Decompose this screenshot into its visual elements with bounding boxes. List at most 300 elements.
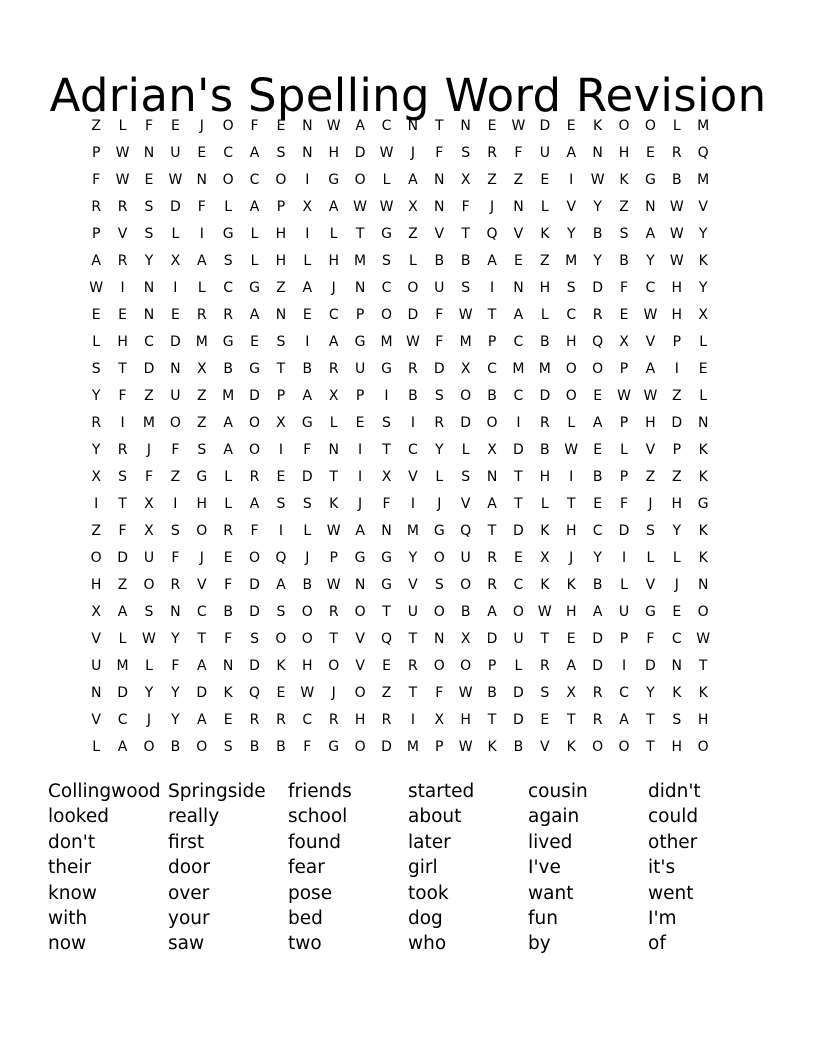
grid-letter: D — [433, 361, 445, 377]
word-column — [168, 779, 288, 957]
grid-letter: U — [539, 145, 550, 161]
grid-letter: N — [434, 631, 445, 647]
grid-letter: S — [144, 226, 154, 242]
grid-letter: N — [434, 199, 445, 215]
grid-letter: O — [433, 604, 445, 620]
grid-letter: Z — [671, 388, 682, 404]
grid-letter: O — [143, 577, 155, 593]
grid-letter: D — [249, 604, 260, 620]
grid-letter: I — [199, 226, 204, 242]
grid-letter: F — [171, 550, 180, 566]
grid-letter: W — [115, 145, 130, 161]
grid-letter: O — [697, 739, 709, 755]
grid-letter: J — [305, 550, 310, 566]
grid-letter: L — [145, 658, 153, 674]
grid-letter: W — [511, 118, 526, 134]
grid-letter: W — [379, 145, 394, 161]
grid-letter: A — [566, 658, 577, 674]
grid-row — [83, 599, 743, 626]
grid-letter: V — [460, 496, 471, 512]
grid-letter: F — [92, 172, 101, 188]
grid-letter: W — [300, 685, 315, 701]
grid-letter: A — [592, 415, 603, 431]
word-list-item: their — [48, 857, 92, 879]
grid-row — [83, 194, 743, 221]
grid-letter: T — [329, 469, 338, 485]
grid-letter: I — [305, 172, 310, 188]
grid-letter: H — [328, 253, 339, 269]
grid-letter: I — [516, 415, 521, 431]
grid-letter: W — [405, 334, 420, 350]
grid-letter: F — [435, 145, 444, 161]
grid-letter: V — [645, 334, 656, 350]
grid-letter: M — [512, 361, 525, 377]
grid-letter: L — [646, 550, 655, 566]
grid-letter: W — [617, 388, 631, 404]
grid-letter: F — [619, 280, 629, 296]
grid-letter: L — [118, 631, 127, 647]
grid-letter: B — [540, 442, 550, 458]
grid-letter: H — [697, 712, 709, 728]
grid-letter: A — [355, 118, 365, 134]
grid-letter: X — [540, 550, 550, 566]
grid-letter: R — [91, 199, 102, 215]
grid-letter: G — [433, 523, 445, 539]
grid-letter: Q — [380, 631, 392, 647]
grid-letter: F — [250, 523, 259, 539]
grid-letter: I — [621, 550, 627, 566]
grid-letter: G — [381, 577, 392, 593]
grid-letter: U — [618, 604, 630, 620]
grid-letter: L — [171, 226, 180, 242]
grid-letter: E — [197, 145, 207, 161]
grid-letter: W — [458, 739, 473, 755]
grid-letter: M — [697, 118, 710, 134]
grid-letter: D — [249, 577, 260, 593]
grid-letter: K — [566, 577, 576, 593]
grid-letter: O — [380, 307, 392, 323]
grid-letter: S — [566, 280, 576, 296]
grid-letter: H — [539, 280, 551, 296]
grid-letter: Y — [408, 550, 418, 566]
grid-letter: X — [698, 307, 708, 323]
grid-letter: Y — [171, 685, 180, 701]
grid-letter: N — [170, 361, 181, 377]
grid-letter: X — [487, 442, 497, 458]
grid-letter: E — [487, 118, 497, 134]
grid-letter: L — [540, 496, 549, 512]
grid-letter: X — [144, 523, 154, 539]
grid-letter: F — [224, 631, 233, 647]
grid-letter: W — [458, 307, 473, 323]
grid-letter: B — [223, 604, 233, 620]
grid-letter: A — [249, 145, 260, 161]
grid-letter: B — [592, 226, 603, 242]
word-list-item: fun — [528, 908, 558, 930]
grid-letter: U — [407, 604, 418, 620]
grid-letter: Y — [566, 226, 576, 242]
grid-letter: C — [671, 631, 682, 647]
grid-letter: W — [326, 577, 341, 593]
grid-letter: F — [514, 145, 523, 161]
grid-letter: E — [276, 469, 286, 485]
grid-letter: Y — [91, 388, 101, 404]
grid-letter: I — [489, 280, 495, 296]
grid-letter: J — [331, 280, 336, 296]
grid-letter: S — [276, 604, 286, 620]
grid-letter: F — [461, 199, 470, 215]
grid-letter: P — [487, 658, 497, 674]
grid-letter: R — [91, 415, 102, 431]
grid-letter: I — [674, 361, 679, 377]
word-column — [48, 779, 168, 957]
grid-letter: T — [434, 118, 444, 134]
grid-letter: Z — [91, 118, 101, 134]
grid-letter: I — [120, 280, 125, 296]
grid-letter: E — [223, 712, 233, 728]
grid-letter: O — [407, 280, 419, 296]
grid-letter: O — [460, 577, 472, 593]
grid-letter: S — [382, 415, 391, 431]
grid-letter: Z — [196, 388, 207, 404]
grid-letter: T — [566, 712, 576, 728]
grid-letter: X — [170, 253, 181, 269]
grid-letter: S — [144, 604, 154, 620]
grid-letter: A — [302, 388, 313, 404]
word-list-item: your — [168, 908, 210, 930]
word-list-item: know — [48, 882, 97, 904]
grid-letter: O — [486, 415, 498, 431]
grid-letter: U — [143, 550, 155, 566]
grid-letter: L — [435, 469, 444, 485]
grid-row — [83, 545, 743, 572]
grid-letter: E — [540, 172, 550, 188]
grid-letter: E — [514, 550, 523, 566]
grid-letter: H — [275, 226, 287, 242]
grid-letter: O — [354, 604, 366, 620]
grid-letter: I — [410, 415, 415, 431]
grid-letter: W — [458, 685, 473, 701]
grid-letter: P — [619, 469, 629, 485]
grid-letter: A — [196, 253, 207, 269]
grid-letter: K — [329, 496, 339, 512]
word-column — [288, 779, 408, 957]
grid-letter: I — [305, 226, 310, 242]
grid-letter: V — [540, 739, 550, 755]
grid-letter: A — [249, 496, 260, 512]
grid-letter: N — [407, 118, 419, 134]
grid-letter: K — [593, 118, 603, 134]
grid-letter: Z — [276, 280, 286, 296]
grid-letter: L — [224, 199, 233, 215]
grid-letter: L — [514, 658, 523, 674]
grid-letter: H — [671, 280, 683, 296]
word-list-item: want — [528, 882, 574, 904]
grid-letter: L — [672, 550, 681, 566]
grid-letter: U — [513, 631, 524, 647]
grid-letter: O — [249, 415, 261, 431]
grid-letter: F — [303, 442, 312, 458]
word-list-item: found — [288, 831, 342, 853]
grid-letter: F — [197, 199, 206, 215]
grid-letter: O — [354, 739, 366, 755]
grid-letter: I — [621, 658, 627, 674]
grid-letter: Y — [91, 442, 101, 458]
grid-letter: T — [487, 523, 497, 539]
grid-letter: J — [199, 118, 204, 134]
grid-letter: T — [276, 361, 286, 377]
grid-letter: I — [120, 415, 125, 431]
grid-row — [83, 302, 743, 329]
grid-letter: F — [144, 118, 153, 134]
grid-letter: M — [195, 334, 208, 350]
grid-letter: L — [224, 469, 233, 485]
grid-letter: E — [91, 307, 101, 323]
grid-letter: M — [459, 334, 472, 350]
grid-letter: E — [223, 550, 233, 566]
grid-letter: O — [512, 604, 524, 620]
grid-letter: T — [329, 631, 338, 647]
grid-letter: R — [408, 658, 418, 674]
grid-letter: D — [381, 739, 392, 755]
grid-letter: R — [196, 307, 207, 323]
grid-letter: X — [460, 631, 471, 647]
grid-letter: D — [539, 118, 551, 134]
grid-letter: V — [513, 226, 524, 242]
word-list-item: I've — [528, 857, 561, 879]
grid-letter: V — [645, 442, 656, 458]
word-list-item: looked — [48, 806, 109, 828]
grid-letter: Y — [593, 199, 602, 215]
grid-letter: V — [117, 226, 128, 242]
grid-letter: O — [222, 172, 234, 188]
grid-letter: S — [461, 145, 471, 161]
grid-letter: N — [460, 118, 471, 134]
grid-letter: K — [619, 172, 629, 188]
grid-letter: N — [434, 172, 445, 188]
grid-letter: S — [197, 442, 207, 458]
word-list-item: didn't — [648, 781, 701, 802]
grid-letter: F — [435, 334, 444, 350]
grid-letter: P — [672, 334, 682, 350]
grid-letter: Y — [144, 685, 154, 701]
word-list-item: Springside — [168, 781, 266, 802]
grid-letter: Q — [249, 685, 261, 701]
grid-letter: H — [618, 145, 630, 161]
grid-letter: D — [117, 685, 128, 701]
grid-letter: D — [513, 523, 524, 539]
grid-letter: E — [698, 361, 708, 377]
grid-letter: N — [513, 280, 524, 296]
grid-letter: C — [302, 712, 313, 728]
grid-letter: J — [358, 496, 363, 512]
grid-letter: O — [433, 550, 445, 566]
grid-letter: B — [170, 739, 181, 755]
grid-letter: H — [117, 334, 128, 350]
grid-letter: J — [410, 145, 415, 161]
grid-letter: C — [223, 145, 234, 161]
grid-letter: Z — [619, 199, 629, 215]
grid-letter: H — [302, 658, 313, 674]
word-list-item: over — [168, 882, 210, 904]
grid-letter: X — [408, 199, 418, 215]
grid-letter: W — [326, 523, 341, 539]
page-title: Adrian's Spelling Word Revision — [49, 69, 767, 123]
grid-letter: I — [410, 712, 415, 728]
grid-letter: T — [408, 685, 418, 701]
grid-letter: J — [146, 442, 152, 458]
grid-letter: I — [278, 523, 283, 539]
grid-letter: L — [567, 415, 576, 431]
grid-letter: O — [697, 604, 709, 620]
grid-letter: R — [671, 145, 682, 161]
word-list-item: of — [648, 933, 666, 955]
grid-letter: E — [645, 145, 655, 161]
grid-letter: L — [540, 199, 549, 215]
grid-letter: U — [170, 145, 181, 161]
grid-letter: A — [487, 604, 497, 620]
grid-letter: O — [565, 388, 577, 404]
grid-letter: D — [249, 388, 260, 404]
word-list-item: I'm — [648, 908, 677, 930]
grid-letter: P — [619, 415, 629, 431]
grid-letter: F — [171, 658, 180, 674]
grid-letter: O — [275, 631, 287, 647]
grid-letter: L — [224, 496, 233, 512]
grid-row — [83, 437, 743, 464]
grid-letter: P — [672, 442, 682, 458]
grid-letter: R — [117, 199, 128, 215]
grid-letter: A — [619, 712, 629, 728]
grid-letter: O — [196, 739, 208, 755]
grid-letter: F — [435, 685, 444, 701]
grid-letter: Y — [672, 523, 682, 539]
grid-letter: Y — [593, 550, 602, 566]
grid-letter: L — [250, 226, 259, 242]
word-list-item: now — [48, 933, 87, 955]
grid-letter: S — [276, 145, 286, 161]
grid-letter: R — [328, 361, 339, 377]
grid-letter: S — [223, 253, 233, 269]
grid-letter: O — [249, 550, 261, 566]
grid-letter: N — [302, 118, 313, 134]
grid-letter: U — [460, 550, 471, 566]
grid-letter: L — [699, 388, 708, 404]
grid-letter: A — [513, 307, 524, 323]
grid-letter: M — [222, 388, 235, 404]
grid-row — [83, 653, 743, 680]
grid-letter: R — [408, 361, 418, 377]
grid-letter: T — [646, 739, 655, 755]
grid-letter: P — [619, 631, 629, 647]
grid-letter: O — [169, 415, 181, 431]
grid-letter: V — [566, 199, 577, 215]
grid-letter: O — [592, 361, 604, 377]
grid-letter: V — [355, 658, 365, 674]
word-list-item: lived — [528, 831, 573, 853]
word-list-item: don't — [48, 831, 96, 853]
grid-letter: Z — [117, 577, 128, 593]
grid-letter: N — [381, 523, 392, 539]
grid-letter: O — [644, 118, 656, 134]
grid-letter: B — [302, 577, 313, 593]
grid-letter: X — [460, 361, 471, 377]
grid-letter: E — [250, 334, 259, 350]
grid-letter: K — [540, 226, 550, 242]
grid-letter: L — [461, 442, 470, 458]
grid-letter: K — [223, 685, 233, 701]
word-list-item: started — [408, 781, 475, 802]
grid-letter: H — [539, 469, 551, 485]
grid-letter: S — [276, 496, 286, 512]
grid-row — [83, 734, 743, 761]
grid-letter: Z — [91, 523, 101, 539]
grid-letter: A — [91, 253, 101, 269]
grid-letter: W — [115, 172, 130, 188]
grid-letter: C — [645, 280, 656, 296]
grid-letter: B — [487, 685, 497, 701]
grid-letter: N — [196, 172, 207, 188]
grid-letter: C — [381, 280, 392, 296]
grid-letter: C — [592, 523, 603, 539]
word-list-item: took — [408, 882, 449, 904]
grid-letter: C — [223, 280, 234, 296]
grid-letter: W — [142, 631, 156, 647]
grid-letter: O — [460, 658, 472, 674]
grid-letter: X — [566, 685, 577, 701]
grid-letter: O — [222, 118, 234, 134]
grid-letter: B — [513, 739, 524, 755]
grid-letter: E — [144, 172, 154, 188]
grid-letter: R — [223, 307, 234, 323]
grid-letter: D — [486, 631, 498, 647]
grid-letter: R — [170, 577, 181, 593]
grid-letter: X — [328, 388, 339, 404]
grid-letter: A — [645, 361, 656, 377]
grid-letter: C — [619, 685, 629, 701]
grid-letter: N — [143, 307, 155, 323]
grid-letter: R — [592, 712, 603, 728]
grid-letter: K — [276, 658, 286, 674]
grid-letter: C — [249, 172, 260, 188]
grid-letter: D — [460, 415, 472, 431]
word-list-item: it's — [648, 857, 676, 879]
grid-row — [83, 248, 743, 275]
grid-letter: R — [276, 712, 286, 728]
grid-letter: K — [698, 253, 708, 269]
grid-letter: S — [619, 226, 629, 242]
grid-letter: W — [379, 199, 394, 215]
grid-letter: L — [92, 334, 101, 350]
grid-letter: K — [487, 739, 497, 755]
grid-letter: G — [354, 550, 366, 566]
grid-letter: R — [539, 658, 550, 674]
grid-row — [83, 464, 743, 491]
grid-letter: L — [303, 523, 312, 539]
grid-letter: D — [143, 361, 155, 377]
grid-letter: T — [118, 496, 127, 512]
grid-letter: V — [434, 226, 445, 242]
grid-letter: T — [461, 226, 470, 242]
grid-letter: B — [487, 388, 497, 404]
grid-letter: Y — [698, 226, 708, 242]
grid-letter: N — [354, 280, 366, 296]
grid-letter: C — [487, 361, 497, 377]
grid-letter: Z — [144, 388, 154, 404]
grid-letter: N — [671, 658, 683, 674]
grid-letter: M — [538, 361, 551, 377]
grid-letter: Y — [646, 253, 655, 269]
